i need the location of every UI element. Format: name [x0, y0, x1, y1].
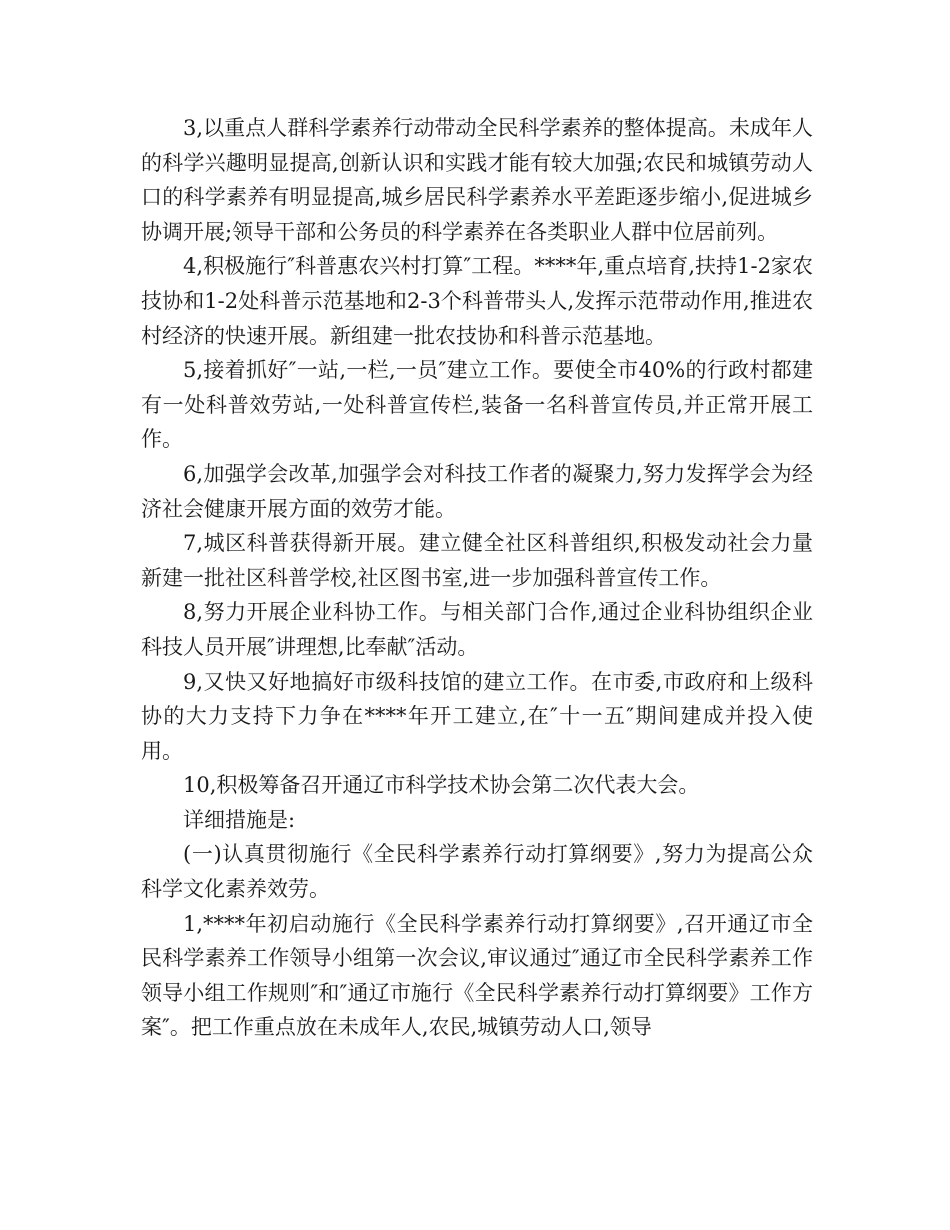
paragraph-6: 8,努力开展企业科协工作。与相关部门合作,通过企业科协组织企业科技人员开展″讲理想,比奉献″活动。	[141, 600, 813, 659]
paragraph-5: 7,城区科普获得新开展。建立健全社区科普组织,积极发动社会力量新建一批社区科普学校,社区图书室,进一步加强科普宣传工作。	[141, 531, 813, 590]
paragraph-3: 5,接着抓好″一站,一栏,一员″建立工作。要使全市40%的行政村都建有一处科普效劳站,一处科普宣传栏,装备一名科普宣传员,并正常开展工作。	[141, 358, 813, 452]
paragraph-11: 1,****年初启动施行《全民科学素养行动打算纲要》,召开通辽市全民科学素养工作领导小组第一次会议,审议通过″通辽市全民科学素养工作领导小组工作规则″和″通辽市施行《全民科学素养行动打算纲要》工作方案″。把工作重点放在未成年人,农民,城镇劳动人口,领导	[141, 911, 813, 1040]
paragraph-9: 详细措施是:	[183, 807, 296, 832]
paragraph-4: 6,加强学会改革,加强学会对科技工作者的凝聚力,努力发挥学会为经济社会健康开展方面的效劳才能。	[141, 461, 813, 521]
paragraph-7: 9,又快又好地搞好市级科技馆的建立工作。在市委,市政府和上级科协的大力支持下力争在****年开工建立,在″十一五″期间建成并投入使用。	[141, 669, 813, 763]
paragraph-1: 3,以重点人群科学素养行动带动全民科学素养的整体提高。未成年人的科学兴趣明显提高,创新认识和实践才能有较大加强;农民和城镇劳动人口的科学素养有明显提高,城乡居民科学素养水平差距逐步缩小,促进城乡协调开展;领导干部和公务员的科学素养在各类职业人群中位居前列。	[141, 116, 813, 244]
document-body	[141, 111, 813, 1045]
paragraph-2: 4,积极施行″科普惠农兴村打算″工程。****年,重点培育,扶持1-2家农技协和1-2处科普示范基地和2-3个科普带头人,发挥示范带动作用,推进农村经济的快速开展。新组建一批农技协和科普示范基地。	[141, 254, 813, 348]
paragraph-8: 10,积极筹备召开通辽市科学技术协会第二次代表大会。	[183, 773, 700, 798]
paragraph-10: (一)认真贯彻施行《全民科学素养行动打算纲要》,努力为提高公众科学文化素养效劳。	[141, 842, 813, 902]
